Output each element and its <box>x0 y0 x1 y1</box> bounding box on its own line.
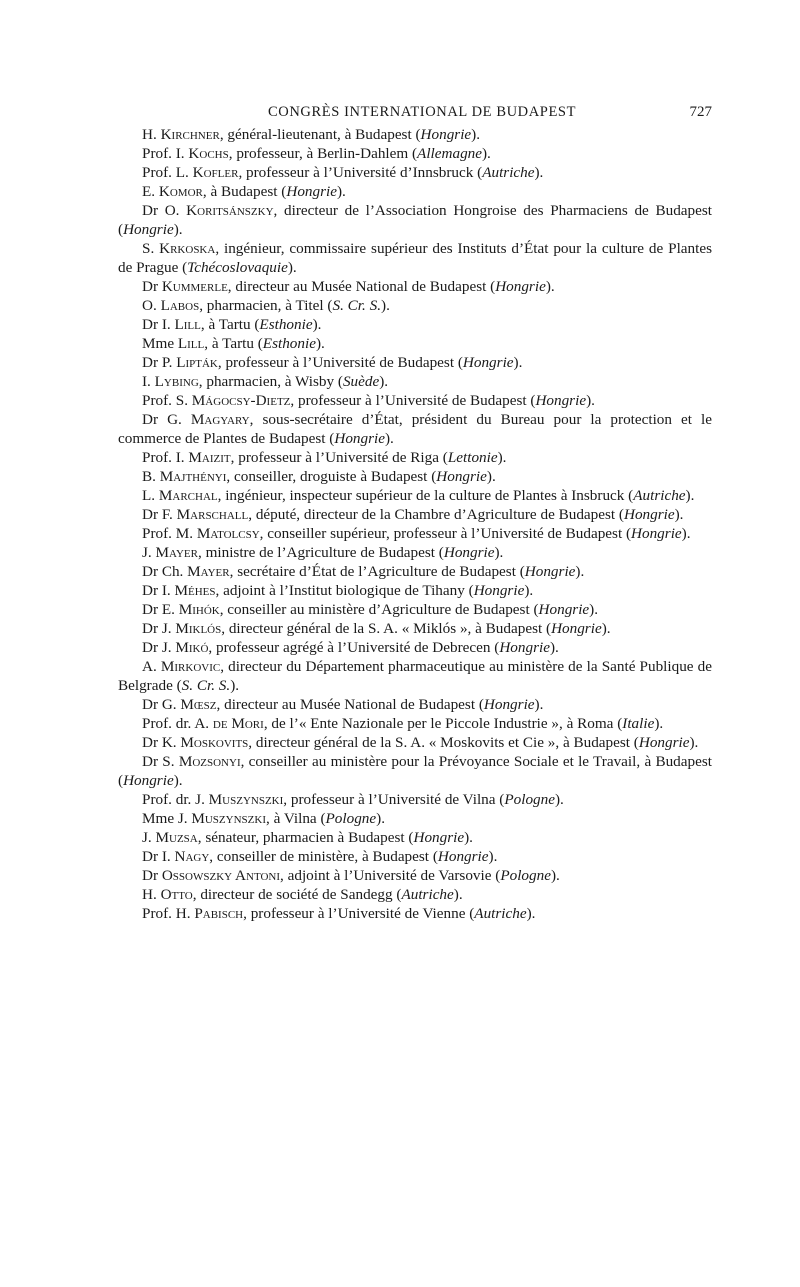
country-name: Hongrie <box>483 696 535 713</box>
country-name: Hongrie <box>334 430 385 447</box>
entry-text: , conseiller au ministère pour la Prévoyance Sociale et le Travail, à Budapest ( <box>118 753 712 789</box>
participant-entry <box>118 562 712 581</box>
entry-text: ). <box>488 848 498 865</box>
entry-text: , directeur de l’Association Hongroise des Pharmaciens de Budapest ( <box>118 202 713 238</box>
entry-text: Dr <box>142 867 162 884</box>
participant-entry <box>118 752 712 790</box>
country-name: Hongrie <box>123 772 174 789</box>
entry-text: , député, directeur de la Chambre d’Agriculture de Budapest ( <box>248 506 624 523</box>
participant-name: Mozsonyi <box>178 753 241 770</box>
entry-text: Mme <box>142 335 178 352</box>
entry-text: Prof. H. <box>142 905 195 922</box>
participant-name: Maizit <box>188 449 231 466</box>
entry-text: , professeur à l’Université de Riga ( <box>230 449 448 466</box>
country-name: Hongrie <box>623 506 675 523</box>
entry-text: ). <box>534 696 544 713</box>
participant-name: Ossowszky Antoni <box>161 867 281 884</box>
country-name: Hongrie <box>462 354 514 371</box>
entry-text: Dr E. <box>142 601 179 618</box>
running-title: CONGRÈS INTERNATIONAL DE BUDAPEST <box>268 104 577 120</box>
entry-text: , ingénieur, commissaire supérieur des Instituts d’État pour la culture de Plantes de Prague ( <box>118 240 713 276</box>
country-name: Italie <box>622 715 655 732</box>
entry-text: ). <box>524 582 534 599</box>
entry-text: ). <box>337 183 346 200</box>
entry-text: ). <box>384 430 394 447</box>
participant-name: Magyary <box>190 411 250 428</box>
entry-text: , professeur, à Berlin-Dahlem ( <box>228 145 418 162</box>
entry-text: Dr S. <box>142 753 179 770</box>
participant-entry <box>118 372 712 391</box>
entry-text: A. <box>142 658 161 675</box>
participant-name: Mikó <box>175 639 209 656</box>
entry-text: , professeur à l’Université de Budapest ( <box>290 392 536 409</box>
entry-text: Mme J. <box>142 810 192 827</box>
participant-entry <box>118 163 712 182</box>
entry-text: Dr Ch. <box>142 563 188 580</box>
country-name: Autriche <box>474 905 527 922</box>
participant-name: Mihók <box>178 601 220 618</box>
participant-entry <box>118 201 712 239</box>
entry-text: , ingénieur, inspecteur supérieur de la culture de Plantes à Insbruck ( <box>217 487 634 504</box>
participant-name: Moskovits <box>180 734 249 751</box>
entry-text: Prof. I. <box>142 145 189 162</box>
participant-entry <box>118 353 712 372</box>
entry-text: , sénateur, pharmacien à Budapest ( <box>197 829 414 846</box>
entry-text: ). <box>601 620 611 637</box>
entry-text: Prof. S. <box>142 392 192 409</box>
participant-name: Komor <box>158 183 203 200</box>
entry-text: , conseiller, droguiste à Budapest ( <box>226 468 437 485</box>
participant-entry <box>118 828 712 847</box>
entry-text: ). <box>575 563 585 580</box>
entry-text: ). <box>453 886 463 903</box>
entry-text: H. <box>142 886 161 903</box>
entry-text: Prof. dr. J. <box>142 791 209 808</box>
participant-entry <box>118 714 712 733</box>
participant-name: Méhes <box>174 582 216 599</box>
entry-text: ). <box>674 506 684 523</box>
participant-entry <box>118 638 712 657</box>
entry-text: Prof. M. <box>142 525 197 542</box>
entry-text: L. <box>142 487 159 504</box>
country-name: Hongrie <box>524 563 576 580</box>
country-name: Hongrie <box>436 468 487 485</box>
country-name: Autriche <box>482 164 535 181</box>
participant-name: Muszynszki <box>208 791 284 808</box>
entry-text: ). <box>689 734 699 751</box>
participant-entry <box>118 657 712 695</box>
entry-text: ). <box>287 259 297 276</box>
participant-name: Koritsánszky <box>186 202 274 219</box>
country-name: Pologne <box>500 867 551 884</box>
participant-name: Marchal <box>158 487 218 504</box>
entry-text: ). <box>381 297 390 314</box>
entry-text: B. <box>142 468 160 485</box>
participant-name: Miklós <box>175 620 222 637</box>
country-name: S. Cr. S. <box>332 297 382 314</box>
country-name: Autriche <box>633 487 686 504</box>
entry-text: ). <box>534 164 544 181</box>
country-name: Suède <box>342 373 380 390</box>
entry-text: , général-lieutenant, à Budapest ( <box>219 126 421 143</box>
entry-text: Dr K. <box>142 734 181 751</box>
participant-name: Majthényi <box>159 468 227 485</box>
entry-text: ). <box>312 316 322 333</box>
entry-text: Prof. L. <box>142 164 193 181</box>
entry-text: Dr <box>142 278 162 295</box>
entry-text: ). <box>654 715 664 732</box>
entry-text: ). <box>230 677 240 694</box>
entry-text: , directeur au Musée National de Budapest ( <box>227 278 496 295</box>
participant-entry <box>118 410 712 448</box>
entry-text: Prof. I. <box>142 449 189 466</box>
entry-text: , secrétaire d’État de l’Agriculture de Budapest ( <box>229 563 525 580</box>
entry-text: , directeur au Musée National de Budapest ( <box>216 696 484 713</box>
participant-entry <box>118 733 712 752</box>
entry-text: Dr O. <box>142 202 187 219</box>
participant-entry <box>118 334 712 353</box>
participant-entry <box>118 866 712 885</box>
entry-text: ). <box>173 772 183 789</box>
entry-text: O. <box>142 297 161 314</box>
entry-text: J. <box>142 544 156 561</box>
participant-entry <box>118 277 712 296</box>
entry-text: Prof. dr. A. <box>142 715 213 732</box>
country-name: Hongrie <box>413 829 465 846</box>
country-name: Hongrie <box>443 544 495 561</box>
country-name: Hongrie <box>420 126 472 143</box>
entry-text: ). <box>379 373 389 390</box>
entry-text: , à Tartu ( <box>200 316 260 333</box>
entry-text: Dr I. <box>142 316 175 333</box>
entry-text: S. <box>142 240 160 257</box>
entry-text: J. <box>142 829 156 846</box>
participant-name: de Mori <box>212 715 264 732</box>
participant-entry <box>118 144 712 163</box>
entry-text: ). <box>173 221 183 238</box>
participant-entry <box>118 505 712 524</box>
entry-text: , directeur du Département pharmaceutique au ministère de la Santé Publique de Belgrade ( <box>118 658 712 694</box>
participant-name: Muszynszki <box>191 810 266 827</box>
entry-text: ). <box>685 487 695 504</box>
entry-text: ). <box>526 905 536 922</box>
participant-entry <box>118 448 712 467</box>
entry-text: , à Tartu ( <box>204 335 263 352</box>
country-name: Hongrie <box>538 601 590 618</box>
entry-text: ). <box>482 145 491 162</box>
country-name: Hongrie <box>499 639 550 656</box>
participant-entry <box>118 809 712 828</box>
entry-text: , pharmacien, à Titel ( <box>199 297 333 314</box>
country-name: Autriche <box>401 886 454 903</box>
participant-entry <box>118 125 712 144</box>
entry-text: Dr G. <box>142 696 181 713</box>
entry-text: Dr I. <box>142 848 175 865</box>
participant-name: Mirkovic <box>160 658 221 675</box>
entry-text: Dr F. <box>142 506 177 523</box>
participant-entry <box>118 885 712 904</box>
entry-text: , conseiller au ministère d’Agriculture de Budapest ( <box>219 601 539 618</box>
participant-entry <box>118 543 712 562</box>
participant-name: Kummerle <box>161 278 228 295</box>
entry-text: ). <box>494 544 504 561</box>
entry-text: ). <box>471 126 481 143</box>
entry-text: , à Vilna ( <box>265 810 326 827</box>
entry-text: ). <box>464 829 473 846</box>
participant-list <box>118 125 712 923</box>
entry-text: , professeur agrégé à l’Université de Debrecen ( <box>208 639 500 656</box>
country-name: Hongrie <box>123 221 174 238</box>
country-name: Hongrie <box>437 848 489 865</box>
entry-text: ). <box>589 601 599 618</box>
participant-entry <box>118 904 712 923</box>
country-name: Hongrie <box>473 582 525 599</box>
participant-entry <box>118 581 712 600</box>
country-name: Hongrie <box>495 278 546 295</box>
entry-text: H. <box>142 126 161 143</box>
country-name: Tchécoslovaquie <box>187 259 288 276</box>
entry-text: ). <box>586 392 595 409</box>
participant-name: Mayer <box>187 563 230 580</box>
participant-entry <box>118 391 712 410</box>
entry-text: , adjoint à l’Institut biologique de Tihany ( <box>215 582 474 599</box>
entry-text: ). <box>513 354 523 371</box>
entry-text: Dr J. <box>142 620 176 637</box>
participant-name: Lipták <box>176 354 218 371</box>
participant-name: Kofler <box>192 164 239 181</box>
entry-text: ). <box>681 525 691 542</box>
participant-name: Lill <box>174 316 201 333</box>
participant-entry <box>118 486 712 505</box>
country-name: Hongrie <box>631 525 682 542</box>
participant-name: Mágocsy-Dietz <box>191 392 291 409</box>
entry-text: ). <box>555 791 564 808</box>
page-header <box>118 104 712 126</box>
participant-entry <box>118 695 712 714</box>
participant-entry <box>118 467 712 486</box>
participant-name: Kochs <box>188 145 229 162</box>
participant-name: Mayer <box>155 544 198 561</box>
entry-text: ). <box>315 335 325 352</box>
entry-text: Dr J. <box>142 639 176 656</box>
entry-text: ). <box>545 278 555 295</box>
entry-text: , à Budapest ( <box>202 183 287 200</box>
entry-text: , professeur à l’Université de Vilna ( <box>283 791 505 808</box>
entry-text: ). <box>497 449 507 466</box>
entry-text: , adjoint à l’Université de Varsovie ( <box>280 867 501 884</box>
participant-entry <box>118 315 712 334</box>
country-name: Hongrie <box>286 183 337 200</box>
participant-entry <box>118 600 712 619</box>
entry-text: , pharmacien, à Wisby ( <box>198 373 343 390</box>
participant-name: Marschall <box>176 506 249 523</box>
participant-name: Lill <box>177 335 205 352</box>
entry-text: , professeur à l’Université de Vienne ( <box>243 905 475 922</box>
entry-text: , de l’« Ente Nazionale per le Piccole Industrie », à Roma ( <box>263 715 623 732</box>
participant-name: Matolcsy <box>196 525 260 542</box>
country-name: Hongrie <box>551 620 602 637</box>
participant-name: Nagy <box>174 848 210 865</box>
country-name: Esthonie <box>262 335 316 352</box>
entry-text: , professeur à l’Université de Budapest ( <box>217 354 463 371</box>
participant-entry <box>118 296 712 315</box>
participant-entry <box>118 182 712 201</box>
country-name: Pologne <box>325 810 377 827</box>
entry-text: Dr P. <box>142 354 177 371</box>
country-name: Hongrie <box>535 392 587 409</box>
participant-name: Krkoska <box>159 240 216 257</box>
entry-text: , directeur général de la S. A. « Moskovits et Cie », à Budapest ( <box>248 734 639 751</box>
entry-text: ). <box>486 468 496 485</box>
country-name: Hongrie <box>638 734 690 751</box>
participant-name: Labos <box>160 297 200 314</box>
participant-entry <box>118 847 712 866</box>
participant-name: Lybing <box>154 373 199 390</box>
participant-entry <box>118 619 712 638</box>
participant-entry <box>118 524 712 543</box>
entry-text: , conseiller supérieur, professeur à l’Université de Budapest ( <box>259 525 632 542</box>
entry-text: Dr G. <box>142 411 191 428</box>
entry-text: Dr I. <box>142 582 175 599</box>
participant-name: Pabisch <box>194 905 244 922</box>
participant-name: Kirchner <box>160 126 220 143</box>
country-name: Allemagne <box>417 145 482 162</box>
entry-text: I. <box>142 373 155 390</box>
participant-name: Mœsz <box>180 696 217 713</box>
country-name: S. Cr. S. <box>181 677 231 694</box>
participant-entry <box>118 239 712 277</box>
entry-text: , directeur général de la S. A. « Miklós », à Budapest ( <box>221 620 552 637</box>
participant-entry <box>118 790 712 809</box>
entry-text: , sous-secrétaire d’État, président du Bureau pour la protection et le commerce de Plantes de Budapest ( <box>118 411 713 447</box>
country-name: Lettonie <box>447 449 498 466</box>
page-number: 727 <box>689 104 712 120</box>
participant-name: Otto <box>160 886 193 903</box>
country-name: Pologne <box>504 791 555 808</box>
entry-text: , conseiller de ministère, à Budapest ( <box>209 848 438 865</box>
country-name: Esthonie <box>259 316 313 333</box>
entry-text: , directeur de société de Sandegg ( <box>192 886 402 903</box>
entry-text: ). <box>549 639 559 656</box>
participant-name: Muzsa <box>155 829 198 846</box>
entry-text: ). <box>376 810 386 827</box>
entry-text: E. <box>142 183 159 200</box>
entry-text: , ministre de l’Agriculture de Budapest ( <box>197 544 444 561</box>
entry-text: , professeur à l’Université d’Innsbruck ( <box>238 164 483 181</box>
entry-text: ). <box>550 867 560 884</box>
